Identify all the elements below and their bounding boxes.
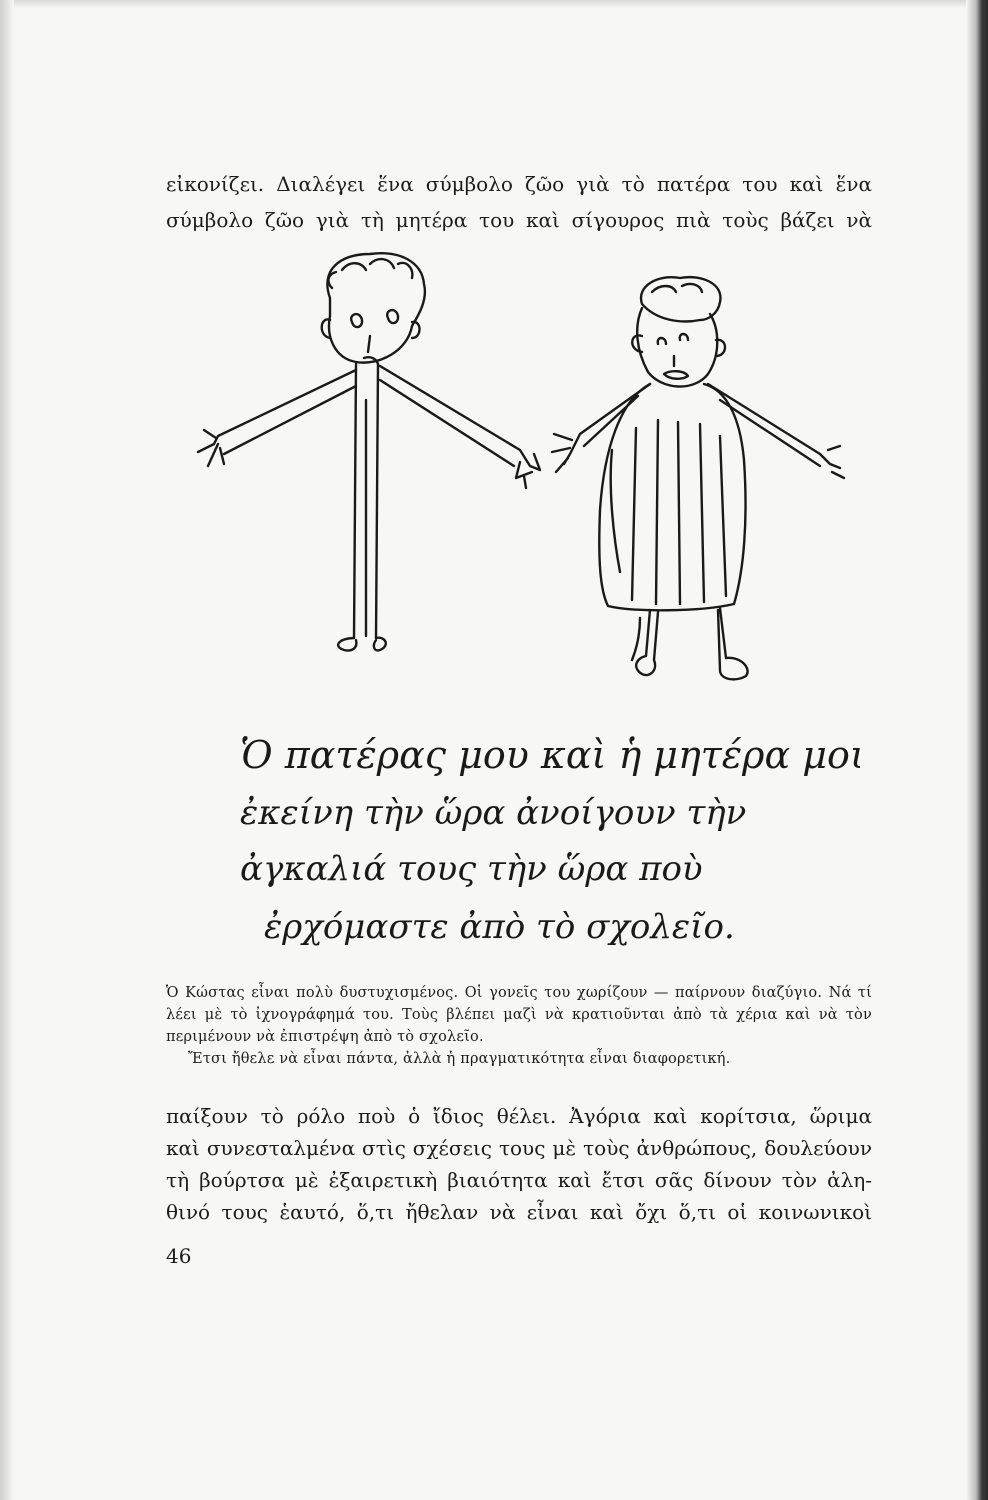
body-text-line: εἰκονίζει. Διαλέγει ἕνα σύμβολο ζῶο γιὰ τὸ πατέρα του καὶ ἕνα bbox=[166, 172, 872, 196]
page-left-shadow bbox=[0, 0, 14, 1500]
figure-caption bbox=[166, 982, 872, 1070]
page-binding-edge bbox=[966, 0, 988, 1500]
page-number: 46 bbox=[166, 1244, 192, 1268]
handwritten-caption bbox=[240, 724, 860, 954]
child-drawing-parents-holding-hands bbox=[180, 240, 860, 710]
body-text-line: παίξουν τὸ ρόλο ποὺ ὁ ἴδιος θέλει. Ἀγόρια καὶ κορίτσια, ὥριμα bbox=[166, 1104, 872, 1128]
father-figure bbox=[198, 253, 540, 650]
mother-figure bbox=[552, 277, 844, 679]
body-text-line: τὴ βούρτσα μὲ ἐξαιρετικὴ βιαιότητα καὶ ἔτσι σᾶς δίνουν τὸν ἀλη- bbox=[166, 1168, 872, 1192]
handwritten-line: ἀγκαλιά τους τὴν ὥρα ποὺ bbox=[240, 849, 703, 889]
caption-paragraph: Ὁ Κώστας εἶναι πολὺ δυστυχισμένος. Οἱ γονεῖς του χωρίζουν — παίρνουν διαζύγιο. Νά τί λέει μὲ τὸ ἰχνογράφημά του. Τοὺς βλέπει μαζὶ νὰ κρατιοῦνται ἀπὸ τὰ χέρια καὶ νὰ τὸν περιμένουν νὰ ἐπιστρέψη ἀπὸ τὸ σχολεῖο. bbox=[166, 985, 872, 1045]
body-text-bottom bbox=[166, 1100, 872, 1228]
body-text-line: καὶ συνεσταλμένα στὶς σχέσεις τους μὲ τοὺς ἀνθρώπους, δουλεύουν bbox=[166, 1136, 872, 1160]
body-text-line: θινό τους ἑαυτό, ὅ,τι ἤθελαν νὰ εἶναι καὶ ὄχι ὅ,τι οἱ κοινωνικοὶ bbox=[166, 1200, 872, 1224]
page-top-shadow bbox=[0, 0, 988, 8]
handwritten-line: Ὁ πατέρας μου καὶ ἡ μητέρα μου bbox=[240, 733, 860, 777]
body-text-line: σύμβολο ζῶο γιὰ τὴ μητέρα του καὶ σίγουρος πιὰ τοὺς βάζει νὰ bbox=[166, 208, 872, 232]
handwritten-line: ἐκείνη τὴν ὥρα ἀνοίγουν τὴν bbox=[240, 793, 747, 833]
caption-paragraph: Ἔτσι ἤθελε νὰ εἶναι πάντα, ἀλλὰ ἡ πραγματικότητα εἶναι διαφορετική. bbox=[188, 1051, 731, 1067]
body-text-top bbox=[166, 166, 872, 238]
handwritten-line: ἐρχόμαστε ἀπὸ τὸ σχολεῖο. bbox=[264, 907, 735, 947]
